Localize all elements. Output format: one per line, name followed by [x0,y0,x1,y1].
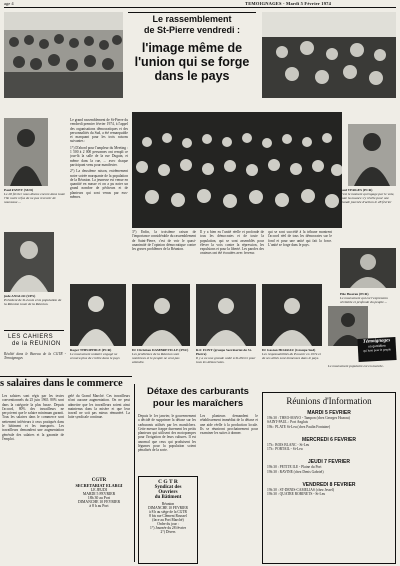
photo-paul-fayet [4,118,48,186]
reunions-day-4-items [263,488,395,497]
lead-headline-1: l'image même de [141,41,243,55]
badge-line-2: un quotidien [367,343,386,349]
caption-rf-font-text: Il y a eu une grande unité à St-Pierre pour tous les démocrates. [196,356,256,365]
salaires-meeting [68,478,130,508]
masthead: TEMOIGNAGES - Mardi 5 Février 1974 [245,1,332,6]
page-number: age 4 [4,1,14,6]
caption-christian-dambreville [132,348,192,364]
photo-meeting-hall [132,112,342,228]
lead-body-col1 [70,118,128,230]
salaires-rule [0,376,132,377]
caption-christian-dambreville-text: Les problèmes de la Réunion sont nombreux et le peuple ne veut pas attendre. [132,352,180,365]
reunions-day-3-items [263,465,395,474]
caption-paul-fayet-text: Le 28 février nous disons encore dans toute l'île notre refus de ne pas recevoir de nouveaux ... [4,192,66,205]
lead-body-col1b: 3°) Enfin, la troisième raison de l'importance considérable du rassemblement de Saint-Pierre, c'est de voir le quasi-unanimité de l'opinion démocratique contre les graves problèmes de la Réunion. [132,230,196,252]
detaxe-headline-2: pour les maraîchers [152,398,244,409]
salaires-body-col1: Les salaires sont régis par les textes conventionnels du 25 juin 1965. 80% sont dans la catégorie la plus basse. Depuis l'accord, 80% des travailleurs ne perçoivent que le salaire minimum garanti. Tous les salaires dans le commerce sont nettement inférieurs à ceux pratiqués dans le bâtiment et les transports. Les travailleurs demandent une augmentation générale des salaires et la garantie de l'emploi. [2,394,64,441]
salaires-meeting-line-4: DIMANCHE 10 FEVRIER [78,500,120,504]
photo-gaston-hoarau [262,284,322,346]
caption-gaston-hoarau-text: Les responsabilités du Pouvoir en 1974 et de ses alliés sont immenses dans le pays. [262,352,321,361]
caption-speaker-right: Le mouvement populaire est en marche. [328,364,384,368]
photo-elie-hoarau [340,248,396,288]
caption-christian-dambreville-name: Dr Christian DAMBREVILLE (PSU) [132,348,189,352]
lead-paragraph-1: Le grand rassemblement de St-Pierre du vendredi premier février 1974, à l'appel des organisations démocratiques et des personnalités du Sud, a été remarquable et marquant pour les trois raisons suivantes : [70,118,128,144]
caption-paul-verges-text: C'est le moment qu'engage par le vote, toute la nuance s'y révèle pour une grande journée d'action le 28 février [340,192,395,205]
caption-jude-anglio [4,294,64,306]
reunion-item: 19h : PLATE St-Leu (chez Paulin Fontaine) [267,424,331,429]
lead-kicker: Le rassemblement [152,14,232,24]
photo-christian-dambreville [132,284,190,346]
salaires-meeting-line-2: MARDI 5 FEVRIER [82,492,116,496]
caption-rf-font [196,348,258,364]
caption-roger-theophile [70,348,128,360]
cgtr-line-6: Ordre du jour : [157,522,179,526]
cgtr-title-3: Ouvriers [158,490,178,495]
badge-line-1: Témoignages [362,338,391,345]
lead-headline-3: dans le pays [154,69,230,83]
reunion-item: 19h 30 : QUATRE ROBINETS - St-Leu [267,492,326,497]
salaires-meeting-line-5: à 8 h au Port [89,504,109,508]
photo-rf-font [196,284,256,346]
cahiers-title-2: de la REUNION [12,341,61,347]
lead-body-col3: qui se sont succédé à la tribune montrent l'accord réel de tous les démocrates sur le fond et pour une unité qui fait la force. L'unité se forge dans le pays. [268,230,332,247]
cgtr-line-4: 8 bis rue Clément Roussel [149,514,187,518]
caption-elie-hoarau-text: Le mouvement qui est l'expression véritable et profonde du peuple ... [340,296,388,305]
cahiers-rule [4,330,64,331]
caption-gaston-hoarau [262,348,324,360]
photo-roger-theophile [70,284,126,346]
reunion-item: 19h 30 : RAVINE (chez Denis Gabriel) [267,469,324,474]
caption-gaston-hoarau-name: Dr Gaston HOARAU (Groupe Sud) [262,348,316,352]
cgtr-title-2: Syndicat des [154,485,182,490]
reunion-item: 17h : BOIS BLANC - St-Leu [267,442,310,447]
cgtr-line-7: 1°) Journée du 28 février [150,526,186,530]
cgtr-line-1: Réunion [161,502,175,506]
detaxe-body-col1: Depuis le 1er janvier, le gouvernement a décidé de supprimer la détaxe sur les carburants utilisés par les maraîchers. Cette mesure frappe durement les petits planteurs qui utilisent des motopompes pour l'irrigation de leurs cultures. Il est anormal que ceux qui produisent les légumes pour la population soient pénalisés de la sorte. [138,414,196,453]
cgtr-line-2: DIMANCHE 10 FEVRIER [148,506,188,510]
badge-line-3: qui lutte pour le peuple [363,347,392,353]
caption-paul-verges-name: Paul VERGES (PCR) [340,188,373,192]
header-rule [4,7,396,8]
lead-paragraph-3: 2°) La deuxième raison, extrêmement notre soirée marquante de la population de la Réunion. La jeunesse est venue en quantité en masse et on a pu noter un grand nombre de pêcheurs et de planteurs qui sont venus par eux-mêmes. [70,169,128,200]
caption-jude-anglio-text: Président de St-Louis et la population de la Réunion toute de la Réunion. [4,298,62,307]
salaires-meeting-title: CGTR [91,478,107,483]
cgtr-line-3: à 8 h au siège de la CGTR [149,510,187,514]
lead-headline-2: l'union qui se forge [134,55,250,69]
reunions-day-3: JEUDI 7 FEVRIER [308,459,350,466]
photo-paul-verges [348,124,396,186]
photo-crowd-top-right [262,12,396,98]
reunion-item: SAINT-PAUL : Port Anglais [267,420,309,425]
cahiers-title-1: LES CAHIERS [8,334,54,340]
reunions-day-1-items [263,416,395,429]
lead-paragraph-2: 1°) D'abord pour l'ampleur du Meeting : 1 500 à 2 000 personnes ont rempli ce jour-là la salle de la rue Dugain, et même dans la rue, ... avec chaque participant venu pour manifester. [70,145,128,167]
reunions-day-1: MARDI 5 FEVRIER [307,410,351,416]
caption-paul-verges [340,188,396,204]
reunion-item: 17h : PORTAIL - St-Leu [267,447,303,452]
caption-elie-hoarau-name: Elie Hoarau (PCR) [340,292,369,296]
caption-paul-fayet-name: Paul FAYET (SUD) [4,188,34,192]
caption-roger-theophile-text: Le mouvement unitaire engagé ne cessera plus de croître dans le pays [70,352,120,361]
salaires-meeting-line-1: LE JEUDI [90,488,108,492]
cgtr-title-4: du Bâtiment [154,495,182,500]
caption-paul-fayet [4,188,66,204]
caption-rf-font-name: R.F. FONT (groupe Secrétariat de St-Pierre) [196,348,253,357]
cgtr-line-8: 2°) Divers [160,530,176,534]
detaxe-body-col2: Les planteurs demandent le rétablissement immédiat de la détaxe et une aide réelle à la production locale. Ils se réuniront prochainement pour examiner les suites à donner. [200,414,258,436]
cgtr-box [138,476,198,564]
badge-temoignages [357,337,396,362]
cgtr-line-5: (face au Port Marché) [152,518,184,522]
reunion-item: 19h 30 : ST-DENIS-CAMELIAS (chez Jessel) [267,488,335,493]
caption-roger-theophile-name: Roger THEOPHILE (PCR) [70,348,112,352]
photo-jude-anglio [4,232,54,292]
salaires-body-col2: gelé du Grand Marché. Ces travailleurs n'ont aucune augmentation. On ne peut admettre que les travailleurs soient ainsi maintenus dans la misère et que leur travail ne soit pas mieux rémunéré. La lutte syndicale continue. [68,394,130,420]
reunions-title: Réunions d'Information [286,396,372,406]
reunions-box [262,392,396,564]
salaires-meeting-sub: SECRETARIAT ELARGI [75,483,123,488]
cahiers-note: Réalité dans le Bureau de la CGTR - Temoignages [4,352,66,361]
reunions-day-4: VENDREDI 8 FEVRIER [302,482,356,489]
detaxe-headline-1: Détaxe des carburants [147,386,249,397]
caption-jude-anglio-name: jude ANGLIO (UPS) [4,294,36,298]
photo-crowd-top-left [4,12,123,98]
headline-frame-top [128,12,256,13]
cgtr-title-1: C G T R [158,479,178,485]
reunion-item: 19h 30 : THEO-MAYO - Tampon (chez Georges Hoarau) [267,416,350,420]
caption-elie-hoarau [340,292,396,304]
reunions-day-2-items [263,443,395,452]
salaires-meeting-line-3: 18h 30 au Port [87,496,111,500]
lead-body-col2: Il y a bien eu l'unité réelle et profonde de tous les démocrates et de toute la population, qui se sont assemblés pour élever la voix contre la répression, les expulsions et pour la liberté. Les paroles des orateurs ont été écoutées avec ferveur. [200,230,264,256]
salaires-headline: s salaires dans le commerce [0,378,123,389]
reunions-day-2: MERCREDI 6 FEVRIER [302,436,356,443]
reunion-item: 19h 30 : PETITE ILE - Plaine du Port [267,465,322,470]
lead-kicker-2: de St-Pierre vendredi : [143,25,241,35]
